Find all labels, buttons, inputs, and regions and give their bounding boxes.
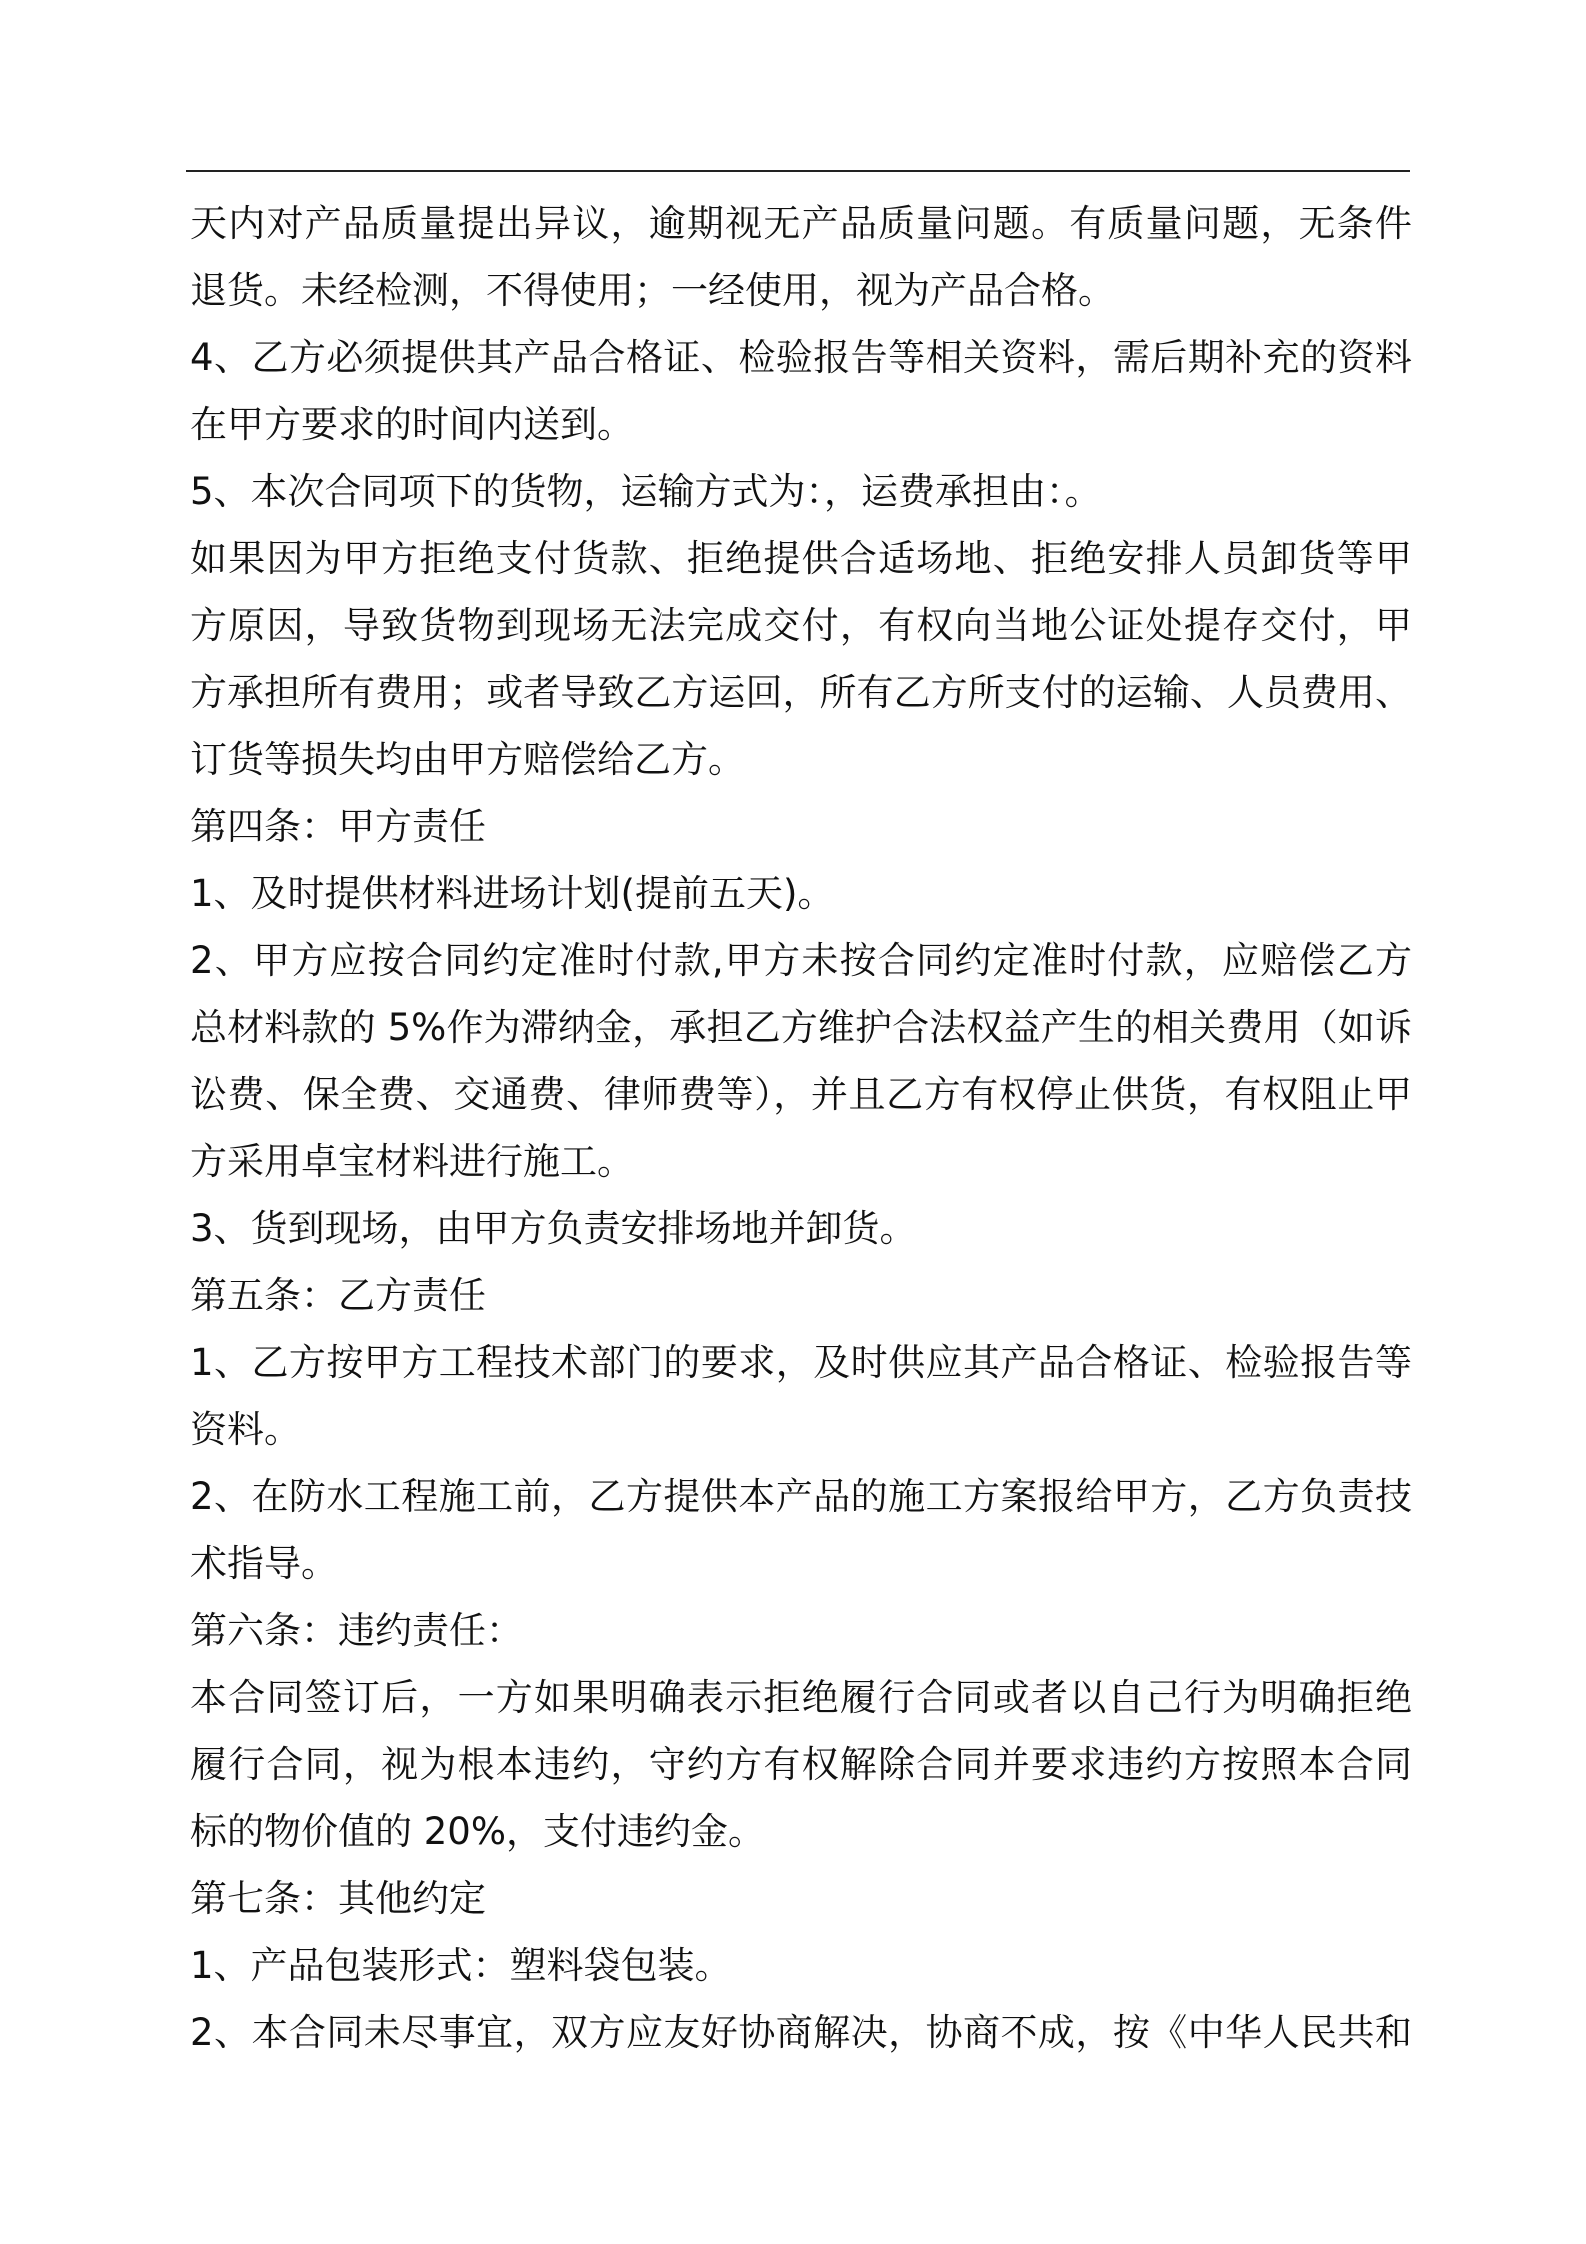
text-line: 退货。未经检测，不得使用；一经使用，视为产品合格。 bbox=[190, 269, 1115, 312]
text-line: 本合同签订后，一方如果明确表示拒绝履行合同或者以自己行为明确拒绝 bbox=[190, 1676, 1412, 1719]
text-line: 2、甲方应按合同约定准时付款,甲方未按合同约定准时付款，应赔偿乙方 bbox=[190, 939, 1412, 982]
article-4-heading: 第四条：甲方责任 bbox=[190, 805, 486, 848]
text-line: 如果因为甲方拒绝支付货款、拒绝提供合适场地、拒绝安排人员卸货等甲 bbox=[190, 537, 1412, 580]
text-line: 总材料款的 5%作为滞纳金，承担乙方维护合法权益产生的相关费用（如诉 bbox=[190, 1006, 1412, 1049]
article-5-heading: 第五条：乙方责任 bbox=[190, 1274, 486, 1317]
text-line: 3、货到现场，由甲方负责安排场地并卸货。 bbox=[190, 1207, 917, 1250]
text-line: 方原因，导致货物到现场无法完成交付，有权向当地公证处提存交付，甲 bbox=[190, 604, 1412, 647]
text-line: 方采用卓宝材料进行施工。 bbox=[190, 1140, 634, 1183]
text-line: 资料。 bbox=[190, 1408, 301, 1451]
text-line: 2、本合同未尽事宜，双方应友好协商解决，协商不成，按《中华人民共和 bbox=[190, 2011, 1412, 2054]
text-line: 在甲方要求的时间内送到。 bbox=[190, 403, 634, 446]
text-line: 1、及时提供材料进场计划(提前五天)。 bbox=[190, 872, 835, 915]
clause-5-line: 5、本次合同项下的货物，运输方式为：，运费承担由：。 bbox=[190, 470, 1102, 513]
text-line: 术指导。 bbox=[190, 1542, 338, 1585]
text-line: 讼费、保全费、交通费、律师费等），并且乙方有权停止供货，有权阻止甲 bbox=[190, 1073, 1412, 1116]
text-line: 天内对产品质量提出异议，逾期视无产品质量问题。有质量问题，无条件 bbox=[190, 202, 1412, 245]
header-rule bbox=[186, 170, 1410, 172]
text-line: 订货等损失均由甲方赔偿给乙方。 bbox=[190, 738, 745, 781]
text-line: 履行合同，视为根本违约，守约方有权解除合同并要求违约方按照本合同 bbox=[190, 1743, 1412, 1786]
text-line: 标的物价值的 20%，支付违约金。 bbox=[190, 1810, 765, 1853]
article-7-heading: 第七条：其他约定 bbox=[190, 1877, 486, 1920]
text-line: 1、产品包装形式：塑料袋包装。 bbox=[190, 1944, 732, 1987]
clause-4-line: 4、乙方必须提供其产品合格证、检验报告等相关资料，需后期补充的资料 bbox=[190, 336, 1412, 379]
text-line: 方承担所有费用；或者导致乙方运回，所有乙方所支付的运输、人员费用、 bbox=[190, 671, 1412, 714]
text-line: 1、乙方按甲方工程技术部门的要求，及时供应其产品合格证、检验报告等 bbox=[190, 1341, 1412, 1384]
text-line: 2、在防水工程施工前，乙方提供本产品的施工方案报给甲方，乙方负责技 bbox=[190, 1475, 1412, 1518]
article-6-heading: 第六条：违约责任： bbox=[190, 1609, 523, 1652]
contract-text-body bbox=[190, 190, 1412, 2066]
